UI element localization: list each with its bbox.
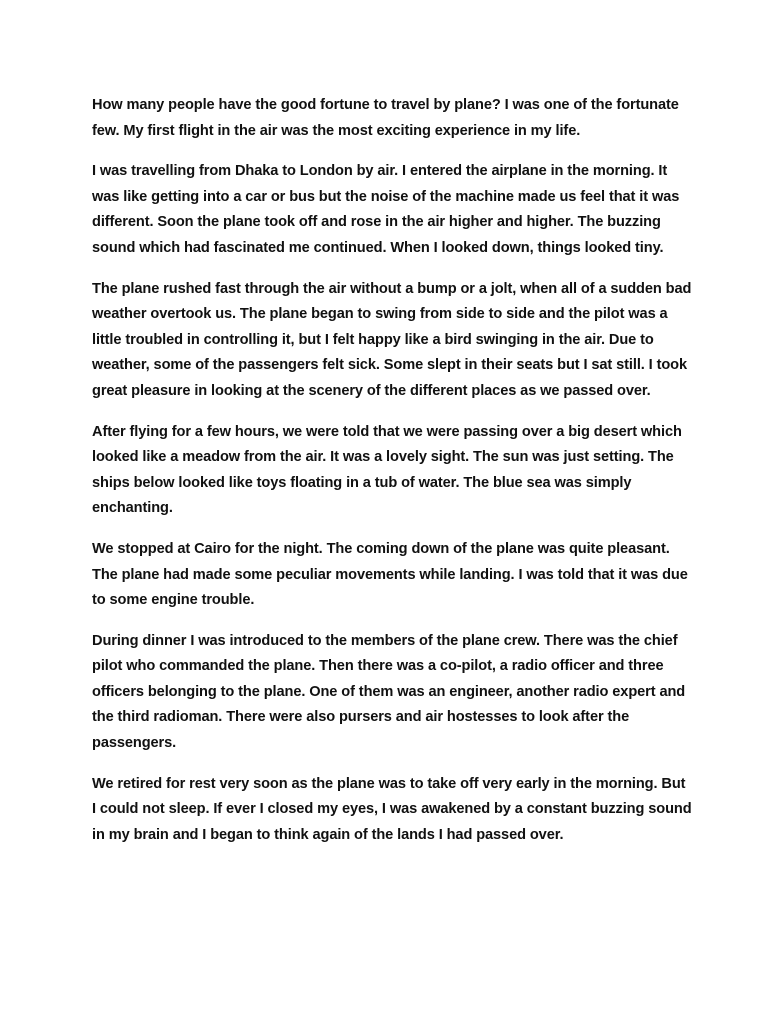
paragraph-4: After flying for a few hours, we were told that we were passing over a big desert which looked like a meadow from the air. It was a lovely sight. The sun was just setting. The ships below looked like toys floating in a tub of water. The blue sea was simply enchanting. — [92, 423, 682, 517]
paragraph-5: We stopped at Cairo for the night. The coming down of the plane was quite pleasant. The plane had made some peculiar movements while landing. I was told that it was due to some engine trouble. — [92, 540, 688, 609]
paragraph-1: How many people have the good fortune to travel by plane? I was one of the fortunate few. My first flight in the air was the most exciting experience in my life. — [92, 97, 679, 139]
paragraph-2: I was travelling from Dhaka to London by air. I entered the airplane in the morning. It was like getting into a car or bus but the noise of the machine made us feel that it was different. Soon the plane took off and rose in the air higher and higher. The buzzing sound which had fascinated me continued. When I looked down, things looked tiny. — [92, 163, 680, 256]
paragraph-6: During dinner I was introduced to the members of the plane crew. There was the chief pilot who commanded the plane. Then there was a co-pilot, a radio officer and three officers belonging to the plane. One of them was an engineer, another radio expert and the third radioman. There were also pursers and air hostesses to look after the passengers. — [92, 632, 686, 752]
paragraph-3: The plane rushed fast through the air without a bump or a jolt, when all of a sudden bad weather overtook us. The plane began to swing from side to side and the pilot was a little troubled in controlling it, but I felt happy like a bird swinging in the air. Due to weather, some of the passengers felt sick. Some slept in their seats but I sat still. I took great pleasure in looking at the scenery of the different places as we passed over. — [92, 280, 692, 399]
paragraph-7: We retired for rest very soon as the plane was to take off very early in the morning. But I could not sleep. If ever I closed my eyes, I was awakened by a constant buzzing sound in my brain and I began to think again of the lands I had passed over. — [92, 775, 692, 843]
document-body — [92, 93, 692, 863]
